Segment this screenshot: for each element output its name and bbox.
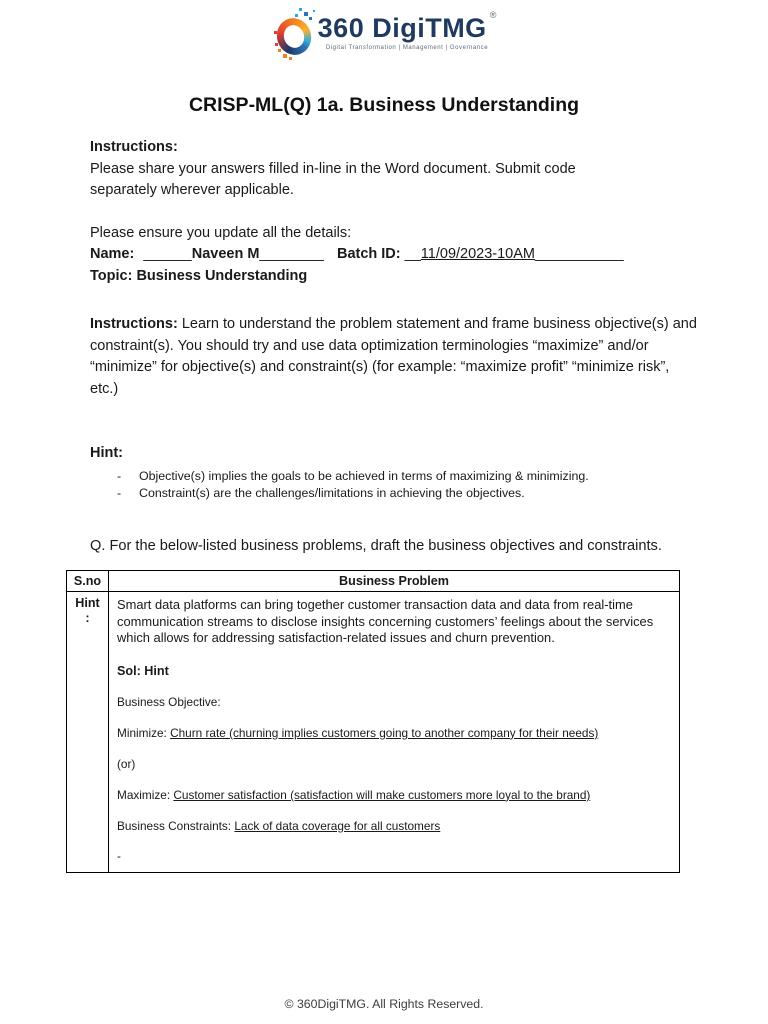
sno-colon: : <box>85 611 90 625</box>
constraints-line <box>117 819 671 834</box>
task-instructions <box>90 314 698 400</box>
brand-name: 360 DigiTMG <box>317 13 487 43</box>
topic-label: Topic: <box>90 267 133 284</box>
name-batch-line <box>90 244 698 266</box>
constraints-value: Lack of data coverage for all customers <box>234 818 441 833</box>
name-label: Name: <box>90 246 135 262</box>
topic-value: Business Understanding <box>136 267 308 284</box>
task-instructions-heading: Instructions: <box>90 316 178 332</box>
hint-item <box>117 485 698 502</box>
hint-heading: Hint: <box>90 445 124 461</box>
constraints-label: Business Constraints: <box>117 818 235 833</box>
details-intro: Please ensure you update all the details: <box>90 224 352 241</box>
document-body <box>0 137 768 557</box>
business-objective-label: Business Objective: <box>117 694 221 709</box>
problem-statement: Smart data platforms can bring together customer transaction data and data from real-time communication streams to disclose insights concerning customers’ feelings about the services which allows for addressing satisfaction-related issues and churn prevention. <box>117 597 654 646</box>
minimize-line <box>117 726 671 741</box>
logo-swirl-ring <box>272 14 316 60</box>
table-header-row <box>67 571 680 592</box>
minimize-label: Minimize: <box>117 725 171 740</box>
page-title: CRISP-ML(Q) 1a. Business Understanding <box>188 94 580 116</box>
logo-icon <box>272 7 318 61</box>
instructions-line2: separately wherever applicable. <box>90 182 294 198</box>
bullet-marker: - <box>117 485 122 500</box>
table-row <box>67 592 680 873</box>
solution-heading: Sol: Hint <box>117 663 169 678</box>
sno-hint: Hint <box>75 596 100 610</box>
logo <box>0 0 768 61</box>
hint-item <box>117 468 698 485</box>
topic-line <box>90 266 698 288</box>
trailing-dash: - <box>117 848 121 863</box>
instructions-line1: Please share your answers filled in-line in the Word document. Submit code <box>90 160 576 177</box>
header-business-problem: Business Problem <box>109 571 680 592</box>
minimize-value: Churn rate (churning implies customers going to another company for their needs) <box>170 725 599 740</box>
copyright-footer: © 360DigiTMG. All Rights Reserved. <box>284 997 484 1011</box>
hint-list <box>90 468 698 502</box>
question-line: Q. For the below-listed business problems, draft the business objectives and constraints. <box>90 537 662 554</box>
header-sno: S.no <box>67 571 109 592</box>
problem-cell <box>109 592 680 873</box>
name-underscore-post: ________ <box>259 246 324 262</box>
instructions-heading: Instructions: <box>90 139 178 155</box>
batch-id-label: Batch ID: <box>336 246 401 262</box>
logo-tagline: Digital Transformation | Management | Governance <box>325 45 489 51</box>
sno-cell <box>67 592 109 873</box>
hint-item-text: Objective(s) implies the goals to be achieved in terms of maximizing & minimizing. <box>139 468 589 483</box>
maximize-value: Customer satisfaction (satisfaction will make customers more loyal to the brand) <box>173 787 591 802</box>
logo-text <box>318 7 497 51</box>
batch-underscore-pre: __ <box>404 246 421 262</box>
hint-item-text: Constraint(s) are the challenges/limitations in achieving the objectives. <box>139 485 525 500</box>
name-value: Naveen M <box>191 246 260 262</box>
business-problem-table <box>66 570 680 873</box>
name-underscore-pre: ______ <box>143 246 192 262</box>
maximize-label: Maximize: <box>117 787 174 802</box>
batch-underscore-post: ___________ <box>535 246 624 262</box>
registered-trademark-icon: ® <box>489 10 497 20</box>
maximize-line <box>117 788 671 803</box>
task-instructions-body: Learn to understand the problem statement and frame business objective(s) and constraint(s). You should try and use data optimization terminologies “maximize” and/or “minimize” for objective(s) and constraint(s) (for example: “maximize profit” “minimize risk”, etc.) <box>90 316 697 397</box>
bullet-marker: - <box>117 468 122 483</box>
batch-id-value: 11/09/2023-10AM <box>420 246 535 262</box>
or-text: (or) <box>117 756 136 771</box>
